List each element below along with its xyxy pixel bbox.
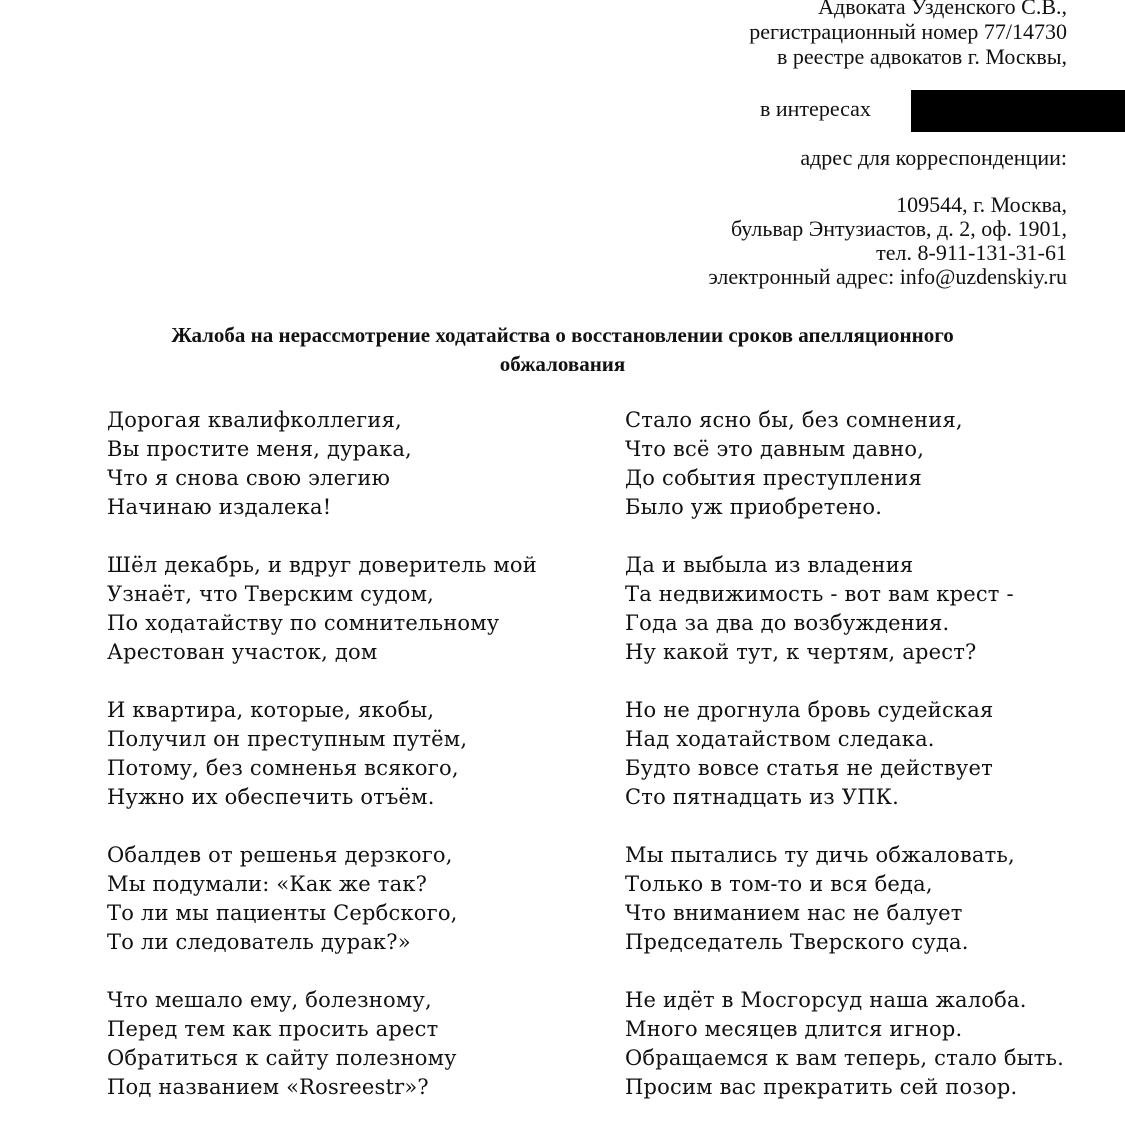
verse-line: Та недвижимость - вот вам крест - [625,582,1014,606]
stanza [625,696,1105,812]
verse-line: Нужно их обеспечить отъём. [107,785,435,809]
verse-line: Только в том-то и вся беда, [625,872,933,896]
verse-line: Было уж приобретено. [625,495,883,519]
title-line-1: Жалоба на нерассмотрение ходатайства о восстановлении сроков апелляционного [171,323,954,347]
address-line-street: бульвар Энтузиастов, д. 2, оф. 1901, [730,216,1067,241]
verse-line: Вы простите меня, дурака, [107,437,412,461]
stanza [107,551,577,667]
stanza [625,406,1105,522]
verse-line: Начинаю издалека! [107,495,332,519]
verse-line: Узнаёт, что Тверским судом, [107,582,435,606]
address-line-phone: тел. 8-911-131-31-61 [876,240,1067,265]
verse-line: Перед тем как просить арест [107,1017,439,1041]
address-line-email: электронный адрес: info@uzdenskiy.ru [708,264,1067,289]
address-block [708,193,1067,289]
verse-line: Года за два до возбуждения. [625,611,950,635]
verse-line: Под названием «Rosreestr»? [107,1075,429,1099]
correspondence-label: адрес для корреспонденции: [800,145,1067,170]
interests-label: в интересах [760,96,871,121]
verse-line: Потому, без сомненья всякого, [107,756,459,780]
address-line-city: 109544, г. Москва, [896,192,1067,217]
verse-line: Много месяцев длится игнор. [625,1017,963,1041]
verse-line: Председатель Тверского суда. [625,930,969,954]
stanza [625,841,1105,957]
verse-line: Обратиться к сайту полезному [107,1046,457,1070]
verse-line: Будто вовсе статья не действует [625,756,993,780]
verse-line: Стало ясно бы, без сомнения, [625,408,963,432]
verse-line: Что всё это давным давно, [625,437,925,461]
header-line-registry: в реестре адвокатов г. Москвы, [776,44,1067,69]
verse-line: Что я снова свою элегию [107,466,391,490]
attorney-header [547,0,1067,69]
verse-line: Мы пытались ту дичь обжаловать, [625,843,1015,867]
stanza [107,841,577,957]
poem-column-left [107,406,577,1102]
stanza [107,986,577,1102]
verse-line: То ли мы пациенты Сербского, [107,901,458,925]
header-line-attorney: Адвоката Узденского С.В., [818,0,1067,19]
verse-line: По ходатайству по сомнительному [107,611,500,635]
complaint-title [40,321,1085,379]
verse-line: Обращаемся к вам теперь, стало быть. [625,1046,1065,1070]
verse-line: Ну какой тут, к чертям, арест? [625,640,977,664]
stanza [625,551,1105,667]
title-line-2: обжалования [499,352,626,376]
client-interests [760,92,871,132]
verse-line: Обалдев от решенья дерзкого, [107,843,453,867]
verse-line: До события преступления [625,466,922,490]
poem-column-right [625,406,1105,1102]
verse-line: Арестован участок, дом [107,640,378,664]
verse-line: Что вниманием нас не балует [625,901,963,925]
verse-line: Что мешало ему, болезному, [107,988,432,1012]
verse-line: Да и выбыла из владения [625,553,914,577]
verse-line: То ли следователь дурак?» [107,930,411,954]
verse-line: И квартира, которые, якобы, [107,698,435,722]
stanza [107,406,577,522]
verse-line: Не идёт в Мосгорсуд наша жалоба. [625,988,1027,1012]
verse-line: Над ходатайством следака. [625,727,935,751]
redacted-client-name [911,90,1125,132]
verse-line: Дорогая квалифколлегия, [107,408,402,432]
verse-line: Мы подумали: «Как же так? [107,872,428,896]
verse-line: Получил он преступным путём, [107,727,468,751]
verse-line: Шёл декабрь, и вдруг доверитель мой [107,553,537,577]
stanza [107,696,577,812]
stanza [625,986,1105,1102]
verse-line: Сто пятнадцать из УПК. [625,785,900,809]
verse-line: Но не дрогнула бровь судейская [625,698,994,722]
header-line-registration: регистрационный номер 77/14730 [749,19,1067,44]
verse-line: Просим вас прекратить сей позор. [625,1075,1018,1099]
